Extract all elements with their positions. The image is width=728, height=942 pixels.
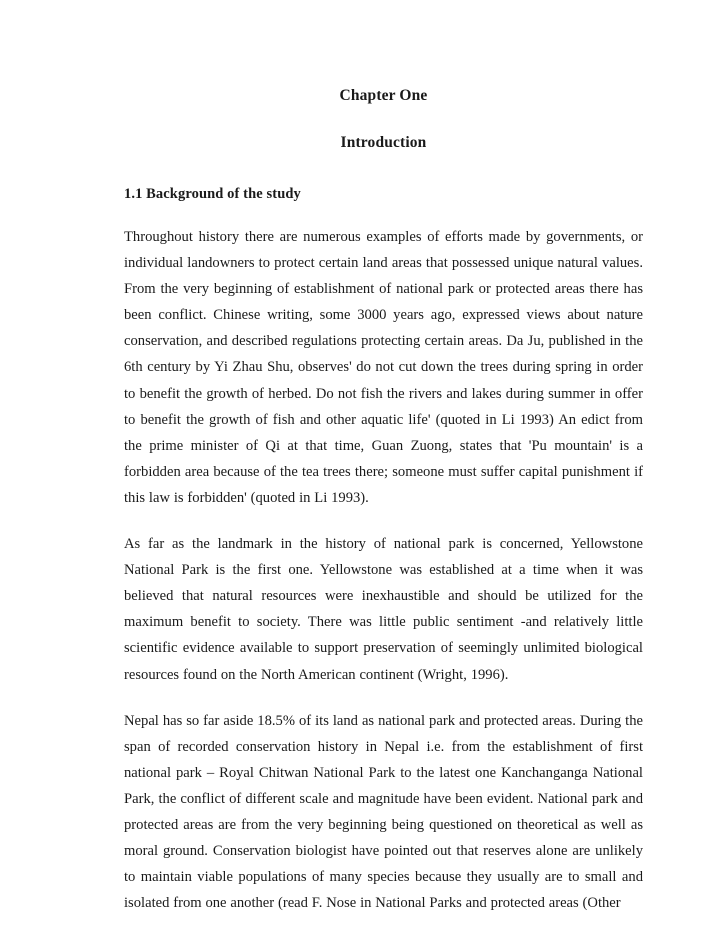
body-paragraph-3: Nepal has so far aside 18.5% of its land as national park and protected areas. During the span of recorded conservation history in Nepal i.e. from the establishment of first national park – Royal Chitwan National Park to the latest one Kanchanganga National Park, the conflict of different scale and magnitude have been evident. National park and protected areas are from the very beginning being questioned on theoretical as well as moral ground. Conservation biologist have pointed out that reserves alone are unlikely to maintain viable populations of many species because they usually are to small and isolated from one another (read F. Nose in National Parks and protected areas (Other: [124, 712, 643, 912]
body-paragraph-1: Throughout history there are numerous examples of efforts made by governments, or individual landowners to protect certain land areas that possessed unique natural values. From the very beginning of establishment of national park or protected areas there has been conflict. Chinese writing, some 3000 years ago, expressed views about nature conservation, and described regulations protecting certain areas. Da Ju, published in the 6th century by Yi Zhau Shu, observes' do not cut down the trees during spring in order to benefit the growth of herbed. Do not fish the rivers and lakes during summer in offer to benefit the growth of fish and other aquatic life' (quoted in Li 1993) An edict from the prime minister of Qi at that time, Guan Zuong, states that 'Pu mountain' is a forbidden area because of the tea trees there; someone must suffer capital punishment if this law is forbidden' (quoted in Li 1993).: [124, 229, 643, 506]
body-paragraph-2: As far as the landmark in the history of national park is concerned, Yellowstone National Park is the first one. Yellowstone was established at a time when it was believed that natural resources were inexhaustible and should be utilized for the maximum benefit to society. There was little public sentiment -and relatively little scientific evidence available to support preservation of seemingly unlimited biological resources found on the North American continent (Wright, 1996).: [124, 536, 643, 683]
document-subtitle: Introduction: [340, 133, 427, 151]
chapter-title: Chapter One: [339, 87, 428, 104]
page-content: [124, 0, 643, 916]
section-heading-1-1: 1.1 Background of the study: [124, 186, 301, 202]
